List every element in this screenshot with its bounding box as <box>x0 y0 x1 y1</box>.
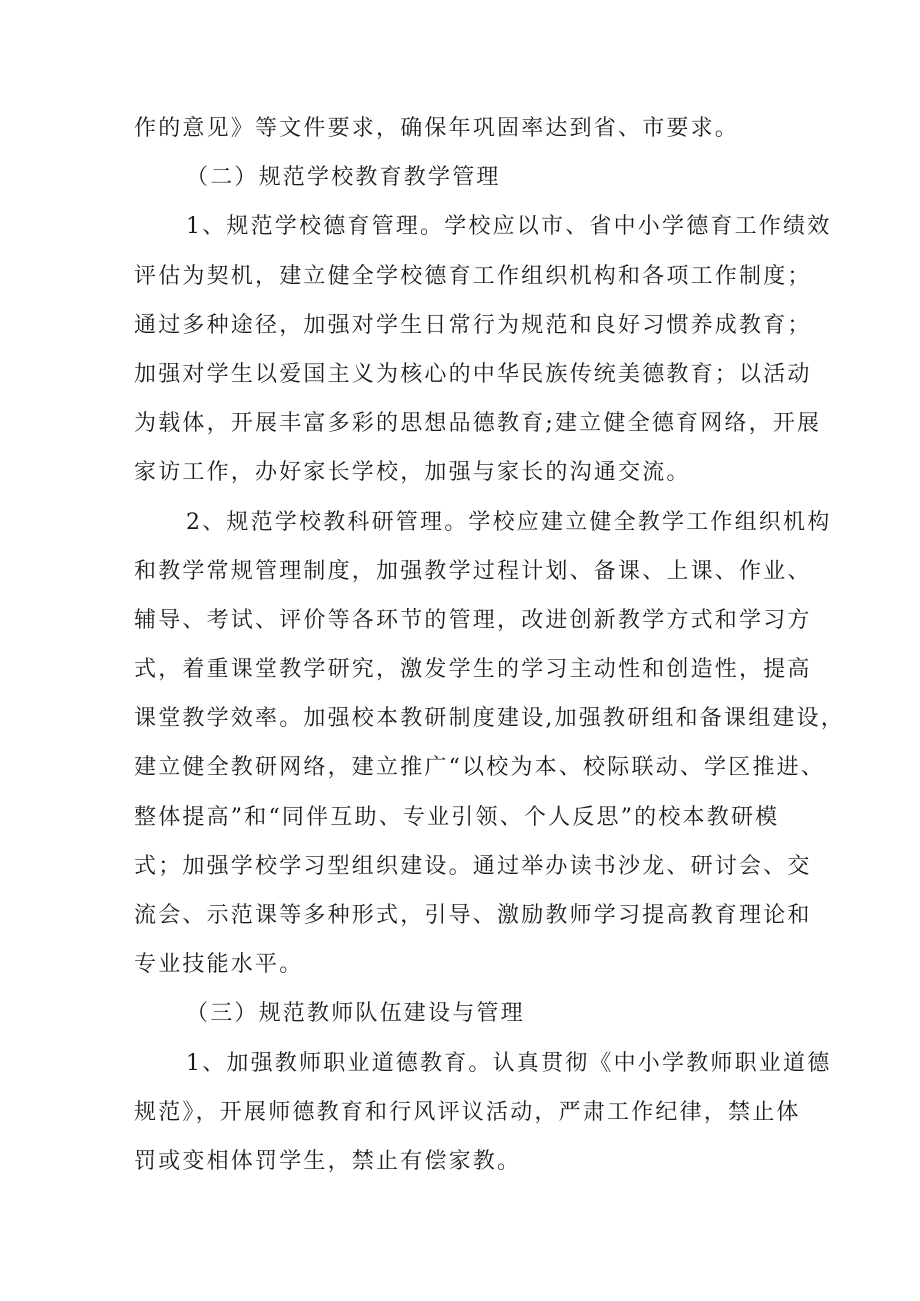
text-line: 专业技能水平。 <box>134 952 304 978</box>
text-line: 1、规范学校德育管理。学校应以市、省中小学德育工作绩效 <box>186 214 832 240</box>
text-line: 罚或变相体罚学生，禁止有偿家教。 <box>134 1148 522 1174</box>
text-line: 1、加强教师职业道德教育。认真贯彻《中小学教师职业道德 <box>186 1050 832 1076</box>
text-line: 课堂教学效率。加强校本教研制度建设,加强教研组和备课组建设， <box>134 706 845 732</box>
text-line: 和教学常规管理制度，加强教学过程计划、备课、上课、作业、 <box>134 558 812 584</box>
text-line: 家访工作，办好家长学校，加强与家长的沟通交流。 <box>134 460 691 486</box>
text-line: 式，着重课堂教学研究，激发学生的学习主动性和创造性，提高 <box>134 657 812 683</box>
document-body <box>134 104 845 1186</box>
text-line: 评估为契机，建立健全学校德育工作组织机构和各项工作制度； <box>134 263 812 289</box>
text-line: 作的意见》等文件要求，确保年巩固率达到省、市要求。 <box>134 116 740 141</box>
text-line: 辅导、考试、评价等各环节的管理，改进创新教学方式和学习方 <box>134 607 812 633</box>
text-line: 整体提高”和“同伴互助、专业引领、个人反思”的校本教研模 <box>134 804 780 830</box>
section-heading: （二）规范学校教育教学管理 <box>186 165 501 191</box>
text-line: 加强对学生以爱国主义为核心的中华民族传统美德教育；以活动 <box>134 361 812 387</box>
text-line: 式；加强学校学习型组织建设。通过举办读书沙龙、研讨会、交 <box>134 853 812 879</box>
text-line: 流会、示范课等多种形式，引导、激励教师学习提高教育理论和 <box>134 903 812 928</box>
text-line: 为载体，开展丰富多彩的思想品德教育;建立健全德育网络，开展 <box>134 411 822 437</box>
text-line: 2、规范学校教科研管理。学校应建立健全教学工作组织机构 <box>186 509 832 535</box>
text-line: 建立健全教研网络，建立推广“以校为本、校际联动、学区推进、 <box>134 755 826 781</box>
section-heading: （三）规范教师队伍建设与管理 <box>186 1001 525 1027</box>
text-line: 通过多种途径，加强对学生日常行为规范和良好习惯养成教育； <box>134 312 812 338</box>
text-line: 规范》，开展师德教育和行风评议活动，严肃工作纪律，禁止体 <box>134 1099 801 1125</box>
